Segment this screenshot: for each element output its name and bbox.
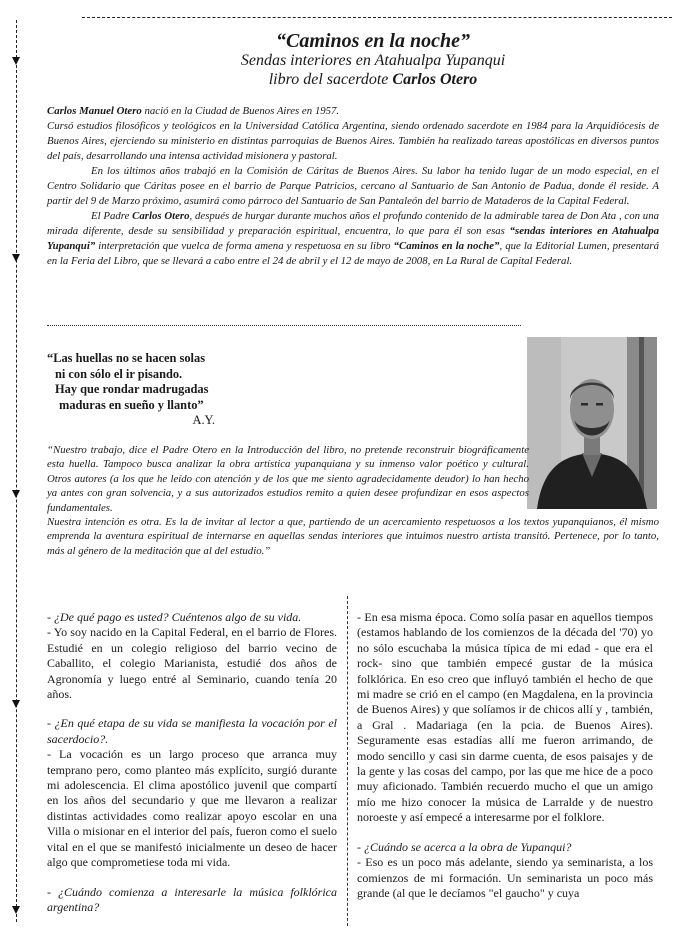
interview-answer: - En esa misma época. Como solía pasar en aquellos tiempos (estamos hablando de los comienzos de la década del '70) yo no sólo escuchaba la música típica de mi edad - que era el rock- sino que también empecé gustar de la música folklórica. En eso creo que influyó también el hecho de que mi madre se crió en el campo (en Magdalena, en la provincia de Buenos Aires) y que solíamos ir de chicos allí y , también, a Gral . Madariaga (en la pcia. de Buenos Aires). Seguramente esas estadías allí me fueron arrimando, de modo sencillo y casi sin darme cuenta, de esos paisajes y de la gente y las cosas del campo, por las que me hice de a poco muy aficionado. También recuerdo mucho el que un amigo mío me hizo conocer la música de Larralde y de nuestro noroeste y así empecé a interesarme por el folklore. — [357, 610, 653, 825]
interview-question: - ¿De qué pago es usted? Cuéntenos algo de su vida. — [47, 610, 302, 624]
arrow-down-icon — [12, 906, 20, 914]
interview-answer: - Yo soy nacido en la Capital Federal, en el barrio de Flores. Estudié en un colegio religioso del barrio vecino de Caballito, el colegio Marianista, estudié dos años de Agronomía y luego entré al Seminario, cuando tenía 20 años. — [47, 625, 337, 702]
interview-question: - ¿Cuándo comienza a interesarle la música folklórica argentina? — [47, 884, 337, 914]
arrow-down-icon — [12, 700, 20, 708]
book-author-line — [80, 70, 666, 89]
arrow-down-icon — [12, 57, 20, 65]
bio-text: , después de hurgar durante muchos años el profundo contenido de la admirable tarea de Don Ata , con una mirada diferente, desde su sensibilidad y preparación espiritual, encuentra, lo que para él son esas — [47, 210, 659, 237]
interview-column-left — [47, 610, 337, 915]
book-subtitle-ref: “sendas interiores en Atahualpa Yupanqui” — [47, 225, 659, 252]
book-author: Carlos Otero — [392, 71, 478, 88]
bio-paragraph — [47, 104, 659, 119]
quote-paragraph: “Nuestro trabajo, dice el Padre Otero en la Introducción del libro, no pretende reconstruir biográficamente esta huella. Tampoco busca analizar la obra artística yupanquiana y su inmenso valor poético y cultural. Otros autores (a los que he leído con atención y de los que me siento agradecidamente deudor) lo han hecho ya antes con gran solvencia, y a sus autorizados estudios remito a quien desee profundizar en esos aspectos fundamentales. — [47, 444, 529, 514]
column-divider — [347, 596, 348, 926]
author-name: Carlos Manuel Otero — [47, 105, 142, 117]
epigraph-poem — [47, 351, 237, 429]
poem-line: “Las huellas no se hacen solas — [47, 351, 206, 365]
interview-answer: - Eso es un poco más adelante, siendo ya seminarista, a los comienzos de mi formación. Un seminarista un poco más grande (al que le decíamos "el gaucho" y cuya — [357, 855, 653, 900]
quote-paragraph: Nuestra intención es otra. Es la de invitar al lector a que, partiendo de un acercamiento respetuosos a los textos yupanquianos, él mismo emprenda la aventura espiritual de internarse en aquellas sendas interiores que intuimos nuestro artista transitó. Pertenece, por lo tanto, más al género de la meditación que al del estudio.” — [47, 516, 659, 557]
poem-signature: A.Y. — [192, 413, 215, 427]
author-biography — [47, 104, 659, 269]
bio-paragraph: En los últimos años trabajó en la Comisión de Cáritas de Buenos Aires. Su labor ha tenido lugar de un modo especial, en el Centro Solidario que Cáritas posee en el barrio de Parque Patricios, cercano al Santuario de San Antonio de Padua, donde él reside. A partir del 9 de Marzo próximo, asumirá como párroco del Santuario de San Pantaleón del barrio de Mataderos de la Capital Federal. — [47, 165, 659, 207]
side-dashed-rule — [16, 20, 17, 922]
author-name: Carlos Otero — [132, 210, 190, 222]
interview-question: - ¿En qué etapa de su vida se manifiesta la vocación por el sacerdocio?. — [47, 716, 337, 746]
bio-text: , que la Editorial Lumen, presentará en la Feria del Libro, que se llevará a cabo entre el 24 de abril y el 12 de mayo de 2008, en La Rural de Capital Federal. — [47, 240, 659, 267]
poem-line: maduras en sueño y llanto” — [59, 397, 204, 412]
arrow-down-icon — [12, 254, 20, 262]
article-title: “Caminos en la noche” — [276, 30, 470, 52]
article-subtitle: Sendas interiores en Atahualpa Yupanqui — [240, 52, 506, 69]
article-header — [80, 32, 666, 89]
bio-paragraph: Cursó estudios filosóficos y teológicos en la Universidad Católica Argentina, siendo ordenado sacerdote en 1984 para la Arquidiócesis de Buenos Aires, ejerciendo su ministerio en distintas parroquias de Buenos Aires. También ha realizado tareas apostólicas en diversos puntos del país, desarrollando una intensa actividad misionera y pastoral. — [47, 120, 659, 162]
bio-paragraph — [47, 209, 659, 269]
interview-answer: - La vocación es un largo proceso que arranca muy temprano pero, como planteo más explícito, surgió durante mi adolescencia. El clima apostólico juvenil que compartí en los años del secundario y que me llevaron a realizar distintas actividades como realizar apoyo escolar en una Villa o misionar en el interior del país, fueron como el suelo vital en el que se manifestó inicialmente un deseo de hacer algo que comprometiese toda mi vida. — [47, 747, 337, 870]
dotted-separator — [47, 325, 521, 326]
top-dashed-rule — [82, 17, 672, 18]
book-line-prefix: libro del sacerdote — [268, 71, 393, 88]
bio-text: nació en la Ciudad de Buenos Aires en 1957. — [141, 105, 340, 117]
poem-line: ni con sólo el ir pisando. — [55, 366, 183, 381]
book-title-ref: “Caminos en la noche” — [393, 240, 500, 252]
interview-column-right — [357, 610, 653, 901]
bio-text: El Padre — [91, 210, 133, 222]
arrow-down-icon — [12, 490, 20, 498]
interview-question: - ¿Cuándo se acerca a la obra de Yupanqui? — [357, 839, 572, 854]
bio-text: interpretación que vuelca de forma amena y respetuosa en su libro — [95, 240, 394, 252]
book-introduction-quote — [47, 443, 659, 558]
poem-line: Hay que rondar madrugadas — [55, 382, 209, 396]
